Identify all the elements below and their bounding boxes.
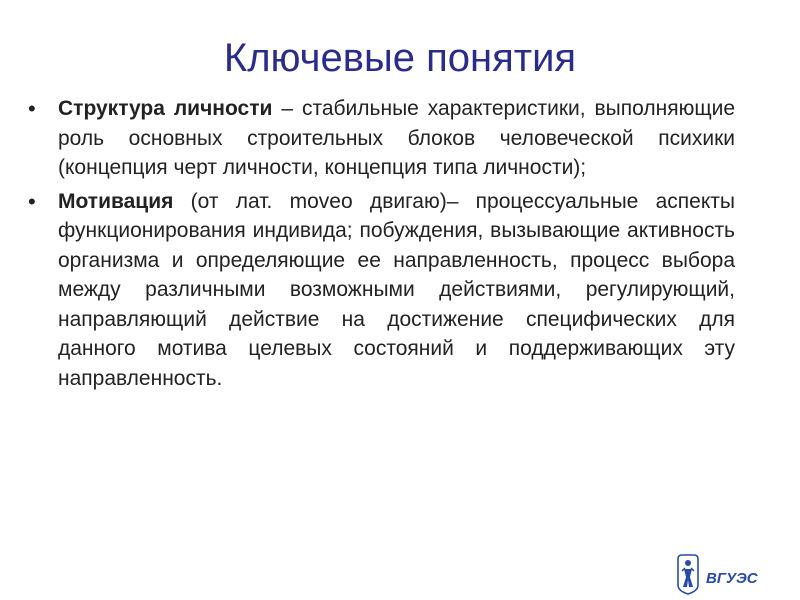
bullet-list	[28, 94, 735, 397]
definition-motivation: (от лат. moveo двигаю)– процессуальные аспекты функционирования индивида; побуждения, вызывающие активность организма и определяющие ее направленность, процесс выбора между различными возможными действиями, регулирующий, направляющий действие на достижение специфических для данного мотива целевых состояний и поддерживающих эту направленность.	[58, 189, 735, 390]
bullet-item-personality-structure	[28, 94, 735, 183]
university-emblem-icon	[676, 553, 776, 595]
slide-title: Ключевые понятия	[223, 36, 577, 80]
bullet-dot-icon: •	[28, 188, 36, 214]
university-logo	[676, 553, 776, 595]
logo-text: ВГУЭС	[706, 570, 758, 587]
term-motivation: Мотивация	[58, 189, 174, 213]
definition-personality-structure: – стабильные характеристики, выполняющие роль основных строительных блоков человеческой психики (концепция черт личности, концепция типа личности);	[58, 97, 736, 179]
term-personality-structure: Структура личности	[58, 97, 273, 120]
bullet-item-motivation	[28, 187, 735, 394]
bullet-dot-icon: •	[28, 96, 36, 121]
